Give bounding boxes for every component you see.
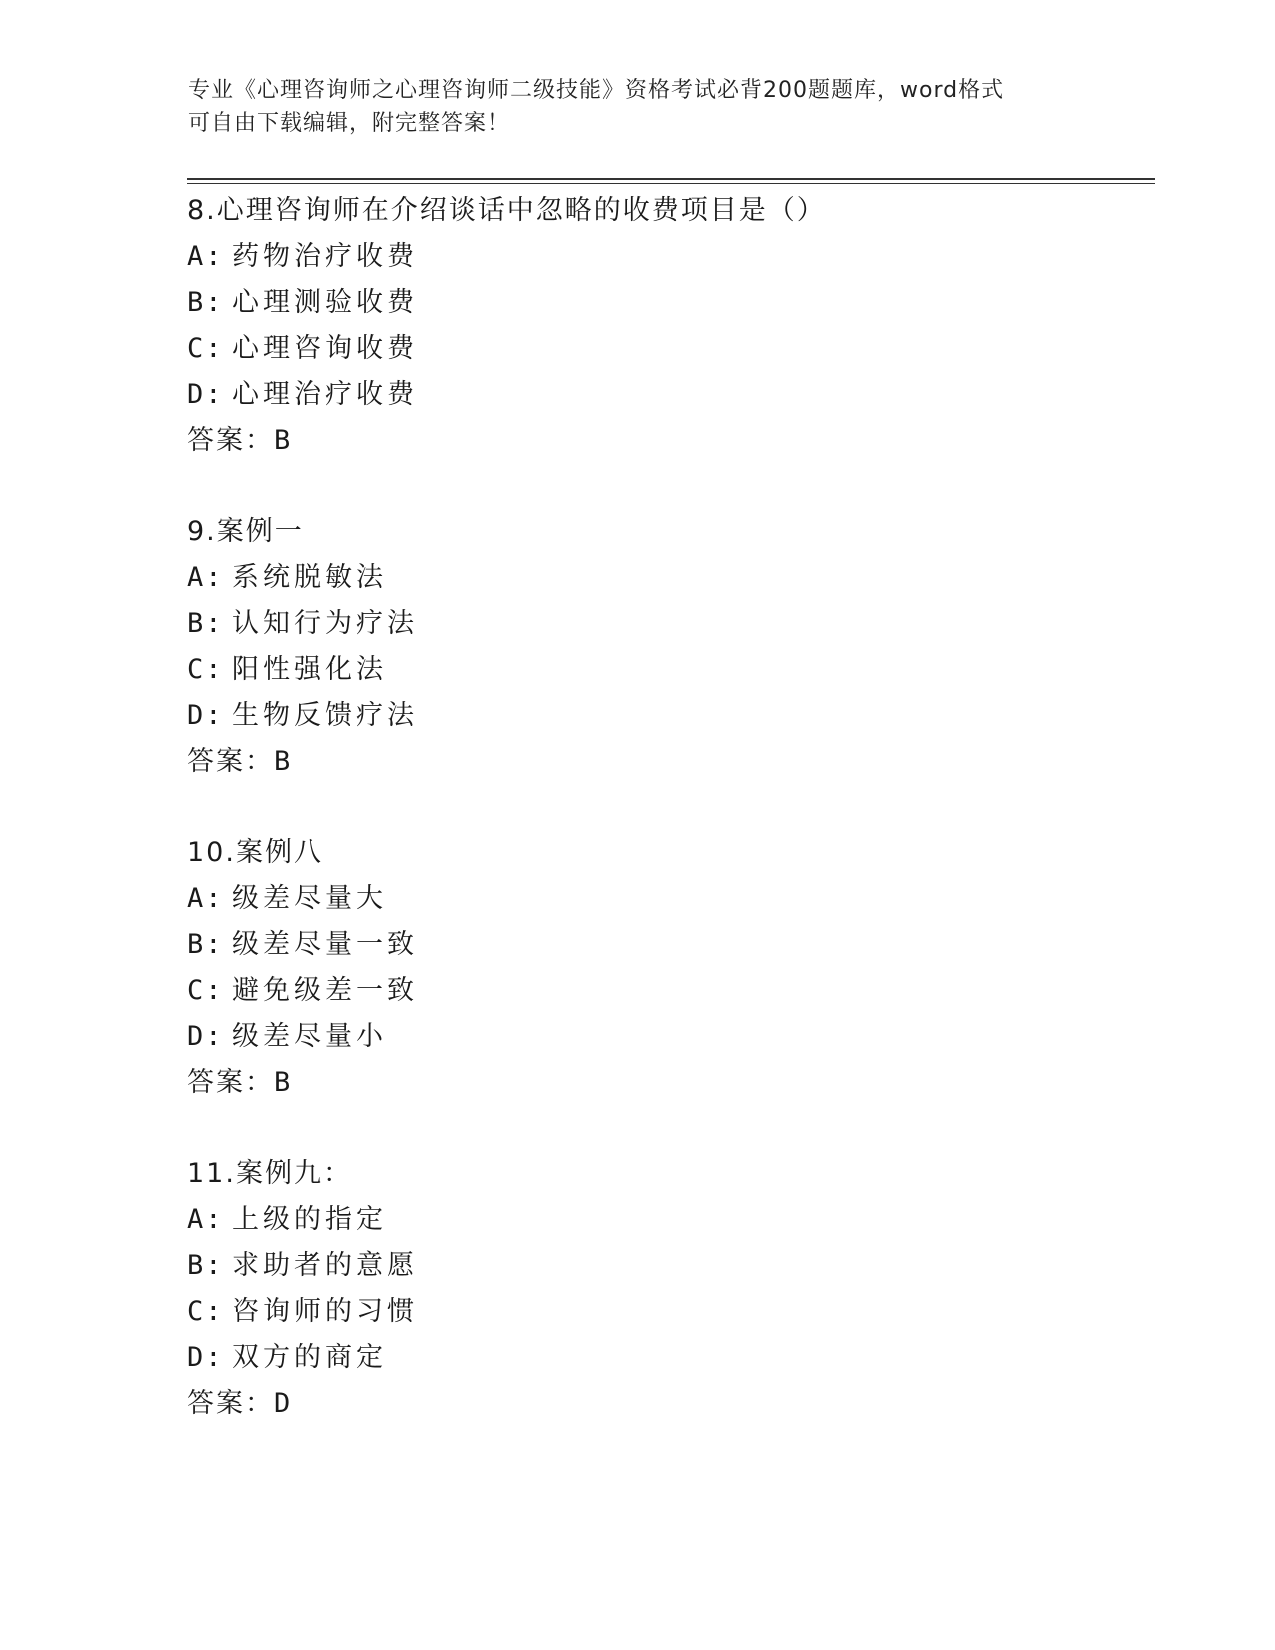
option-a xyxy=(187,876,1147,922)
question-title: 11.案例九： xyxy=(187,1158,352,1189)
question-item xyxy=(187,188,1147,464)
option-text: 系统脱敏法 xyxy=(232,562,387,593)
option-a xyxy=(187,1197,1147,1243)
header-divider-thick xyxy=(187,178,1155,180)
question-list xyxy=(187,188,1147,1472)
option-text: 阳性强化法 xyxy=(232,654,387,685)
option-letter: C: xyxy=(187,333,224,364)
option-letter: B: xyxy=(187,929,224,960)
option-text: 咨询师的习惯 xyxy=(232,1296,418,1327)
option-b xyxy=(187,280,1147,326)
answer-value: D xyxy=(274,1388,293,1419)
option-text: 级差尽量小 xyxy=(232,1021,387,1052)
answer-value: B xyxy=(274,1067,293,1098)
question-item xyxy=(187,1151,1147,1427)
option-text: 双方的商定 xyxy=(232,1342,387,1373)
answer-label: 答案： xyxy=(187,1388,274,1419)
answer-label: 答案： xyxy=(187,1067,274,1098)
option-letter: B: xyxy=(187,1250,224,1281)
option-a xyxy=(187,555,1147,601)
answer-label: 答案： xyxy=(187,425,274,456)
option-letter: A: xyxy=(187,562,224,593)
option-d xyxy=(187,372,1147,418)
header-line-2: 可自由下载编辑，附完整答案！ xyxy=(188,111,511,136)
answer-line xyxy=(187,418,1147,464)
question-item xyxy=(187,830,1147,1106)
option-d xyxy=(187,693,1147,739)
question-title: 9.案例一 xyxy=(187,516,304,547)
option-letter: D: xyxy=(187,379,224,410)
answer-value: B xyxy=(274,746,293,777)
option-letter: D: xyxy=(187,700,224,731)
option-text: 心理测验收费 xyxy=(232,287,418,318)
header-divider-thin xyxy=(187,183,1155,184)
option-c xyxy=(187,647,1147,693)
option-c xyxy=(187,968,1147,1014)
option-letter: D: xyxy=(187,1342,224,1373)
option-text: 认知行为疗法 xyxy=(232,608,418,639)
option-letter: C: xyxy=(187,654,224,685)
option-letter: A: xyxy=(187,241,224,272)
option-text: 心理咨询收费 xyxy=(232,333,418,364)
option-letter: C: xyxy=(187,1296,224,1327)
option-letter: A: xyxy=(187,883,224,914)
option-c xyxy=(187,326,1147,372)
answer-line xyxy=(187,1060,1147,1106)
option-letter: A: xyxy=(187,1204,224,1235)
option-d xyxy=(187,1335,1147,1381)
option-text: 心理治疗收费 xyxy=(232,379,418,410)
answer-line xyxy=(187,1381,1147,1427)
option-text: 级差尽量大 xyxy=(232,883,387,914)
option-text: 药物治疗收费 xyxy=(232,241,418,272)
question-title: 8.心理咨询师在介绍谈话中忽略的收费项目是（） xyxy=(187,195,826,226)
question-title: 10.案例八 xyxy=(187,837,323,868)
option-d xyxy=(187,1014,1147,1060)
question-item xyxy=(187,509,1147,785)
option-text: 生物反馈疗法 xyxy=(232,700,418,731)
option-text: 求助者的意愿 xyxy=(232,1250,418,1281)
document-header xyxy=(188,74,1088,140)
option-b xyxy=(187,922,1147,968)
option-letter: D: xyxy=(187,1021,224,1052)
answer-value: B xyxy=(274,425,293,456)
answer-line xyxy=(187,739,1147,785)
option-text: 级差尽量一致 xyxy=(232,929,418,960)
option-b xyxy=(187,1243,1147,1289)
answer-label: 答案： xyxy=(187,746,274,777)
option-letter: B: xyxy=(187,287,224,318)
option-letter: B: xyxy=(187,608,224,639)
option-text: 上级的指定 xyxy=(232,1204,387,1235)
option-c xyxy=(187,1289,1147,1335)
option-letter: C: xyxy=(187,975,224,1006)
option-b xyxy=(187,601,1147,647)
header-line-1: 专业《心理咨询师之心理咨询师二级技能》资格考试必背200题题库，word格式 xyxy=(188,78,1005,103)
option-text: 避免级差一致 xyxy=(232,975,418,1006)
option-a xyxy=(187,234,1147,280)
